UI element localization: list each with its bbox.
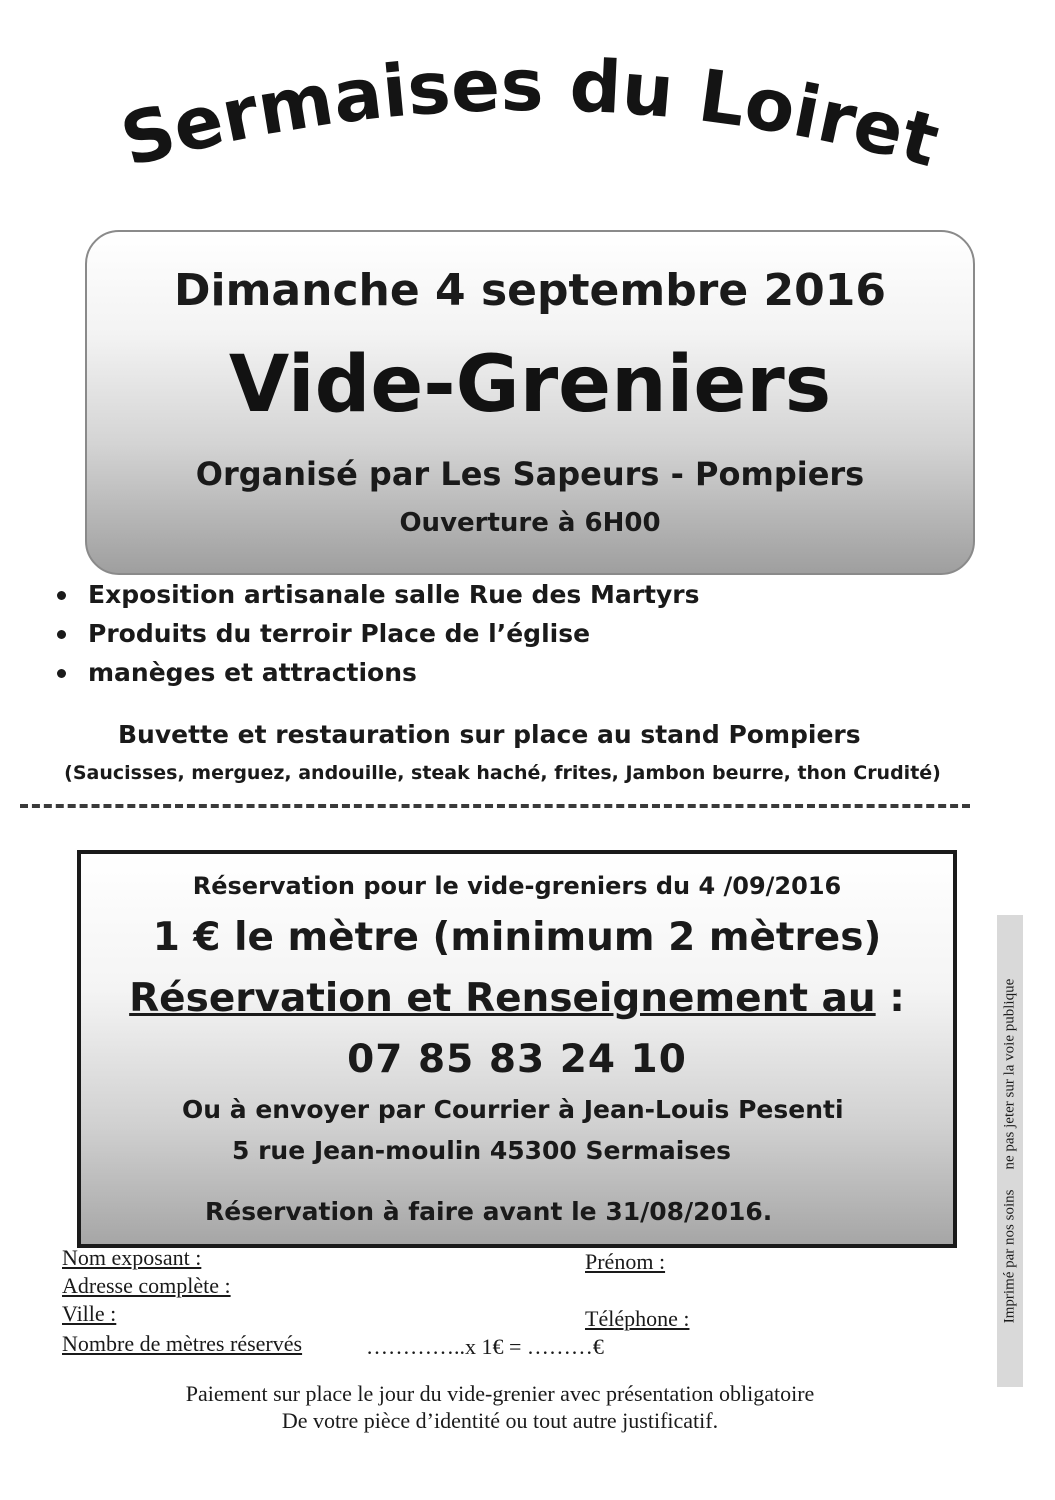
payment-note-line2: De votre pièce d’identité ou tout autre justificatif. [281,1408,719,1433]
list-item [55,575,955,614]
no-litter-text: ne pas jeter sur la voie publique [1001,978,1018,1170]
reservation-contact-title [77,976,957,1021]
reservation-intro: Réservation pour le vide-greniers du 4 /09/2016 [192,872,842,900]
reservation-mail-line1: Ou à envoyer par Courrier à Jean-Louis Pesenti [182,1095,844,1124]
bullet-icon [57,591,66,600]
phone-label: Téléphone : [585,1306,690,1331]
event-organizer: Organisé par Les Sapeurs - Pompiers [195,455,865,493]
list-item [55,653,955,692]
reservation-deadline: Réservation à faire avant le 31/08/2016. [205,1197,773,1226]
reservation-contact-colon: : [875,976,905,1021]
reservation-phone: 07 85 83 24 10 [347,1037,687,1082]
list-item [55,614,955,653]
city-label: Ville : [62,1301,117,1326]
town-title [0,40,1055,190]
activities-list [55,575,955,692]
payment-note-line1: Paiement sur place le jour du vide-grenier avec présentation obligatoire [185,1381,815,1406]
meters-label: Nombre de mètres réservés [62,1331,303,1356]
event-opening-time: Ouverture à 6H00 [399,508,661,538]
first-name-label: Prénom : [585,1249,666,1274]
meters-price-formula: …………..x 1€ = ………€ [366,1334,604,1359]
food-title: Buvette et restauration sur place au stand Pompiers [118,720,861,749]
town-title-text: Sermaises du Loiret [112,42,948,184]
payment-note [60,1380,940,1434]
bullet-icon [57,669,66,678]
food-items: (Saucisses, merguez, andouille, steak haché, frites, Jambon beurre, thon Crudité) [64,762,941,784]
reservation-contact-label: Réservation et Renseignement au [129,976,876,1021]
event-title: Vide-Greniers [228,340,832,430]
activity-label: manèges et attractions [88,658,417,687]
bullet-icon [57,630,66,639]
address-label: Adresse complète : [62,1273,231,1298]
print-notice [1002,979,1019,1324]
reservation-price: 1 € le mètre (minimum 2 mètres) [152,915,882,960]
activity-label: Exposition artisanale salle Rue des Martyrs [88,580,700,609]
event-date: Dimanche 4 septembre 2016 [173,265,887,316]
dashed-divider [20,804,970,818]
svg-text:Sermaises du Loiret [113,43,948,183]
exhibitor-name-label: Nom exposant : [62,1245,202,1270]
reservation-mail-line2: 5 rue Jean-moulin 45300 Sermaises [232,1136,732,1165]
printed-by-text: Imprimé par nos soins [1001,1189,1018,1324]
activity-label: Produits du terroir Place de l’église [88,619,591,648]
